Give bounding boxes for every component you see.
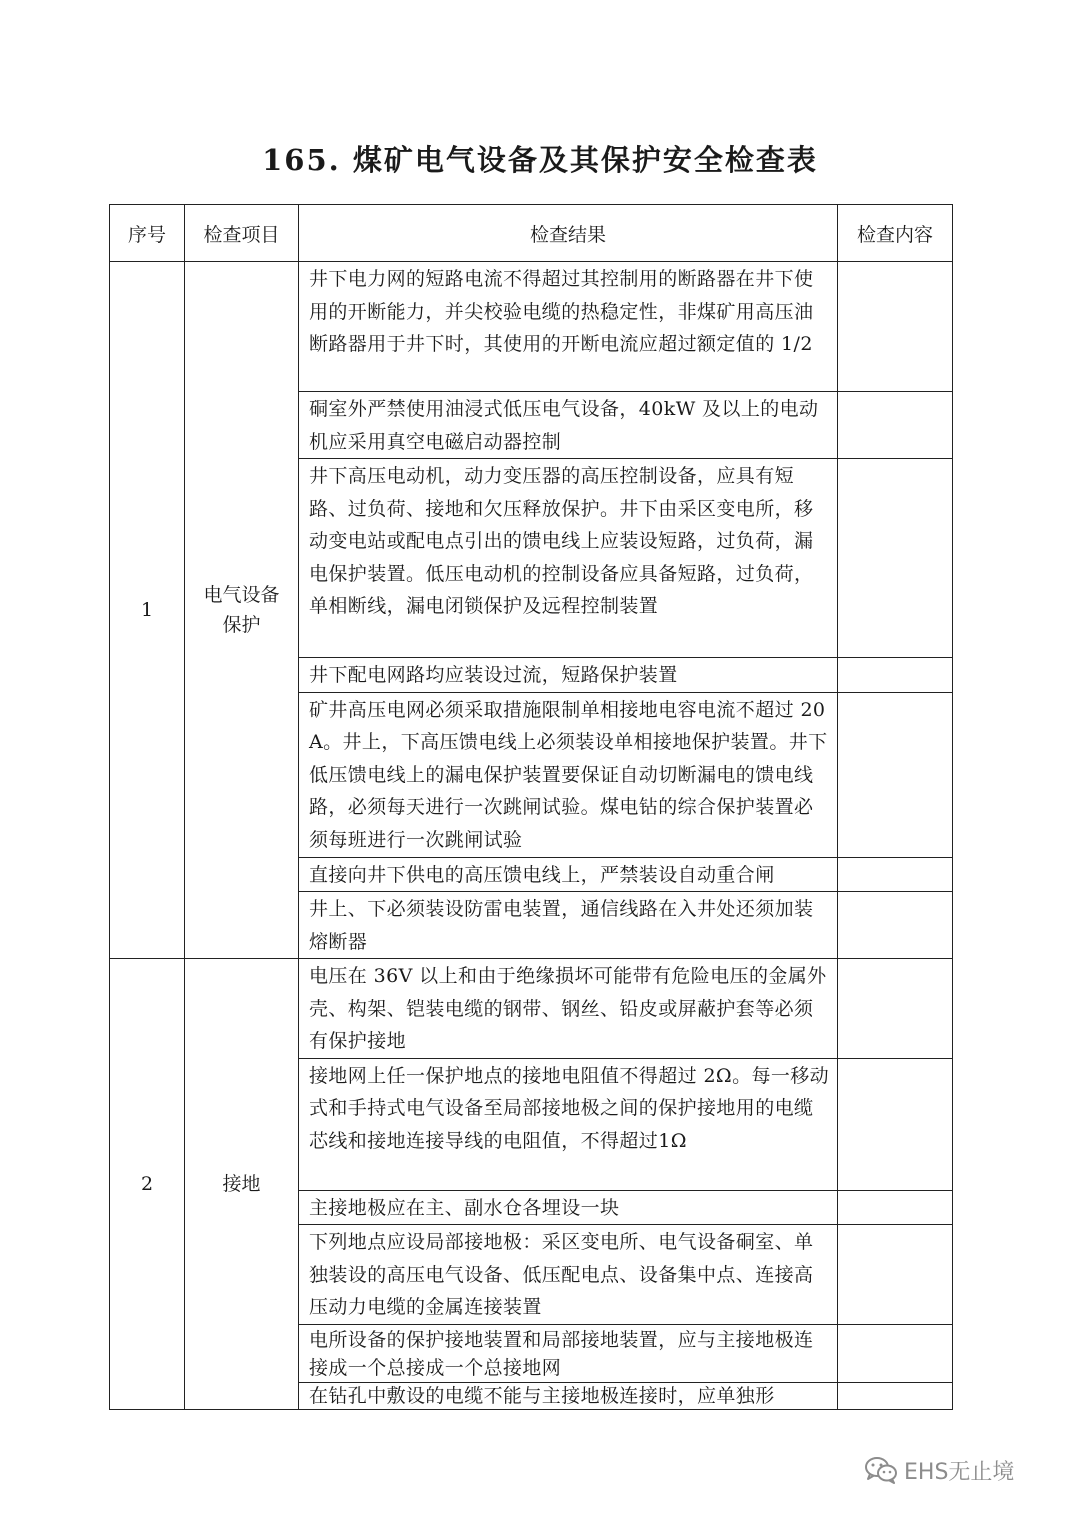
watermark	[864, 1456, 1014, 1484]
table-row	[110, 959, 953, 1059]
row-result: 井下配电网路均应装设过流，短路保护装置	[299, 658, 838, 693]
inspection-table	[109, 204, 953, 1410]
row-content	[838, 262, 953, 392]
row-content	[838, 658, 953, 693]
row-result: 电压在 36V 以上和由于绝缘损坏可能带有危险电压的金属外壳、构架、铠装电缆的钢带、钢丝、铅皮或屏蔽护套等必须有保护接地	[299, 959, 838, 1059]
row-result: 主接地极应在主、副水仓各埋设一块	[299, 1190, 838, 1225]
row-content	[838, 1058, 953, 1190]
row-content	[838, 692, 953, 857]
row-result: 矿井高压电网必须采取措施限制单相接地电容电流不超过 20A。井上，下高压馈电线上必须装设单相接地保护装置。井下低压馈电线上的漏电保护装置要保证自动切断漏电的馈电线路，必须每天进行一次跳闸试验。煤电钻的综合保护装置必须每班进行一次跳闸试验	[299, 692, 838, 857]
row-result: 井下高压电动机，动力变压器的高压控制设备，应具有短路、过负荷、接地和欠压释放保护。井下由采区变电所，移动变电站或配电点引出的馈电线上应装设短路，过负荷，漏电保护装置。低压电动机的控制设备应具备短路，过负荷，单相断线，漏电闭锁保护及远程控制装置	[299, 459, 838, 658]
row-item	[185, 959, 299, 1410]
row-content	[838, 892, 953, 959]
row-seq: 2	[110, 959, 185, 1410]
row-result: 井下电力网的短路电流不得超过其控制用的断路器在井下使用的开断能力，并尖校验电缆的热稳定性，非煤矿用高压油断路器用于井下时，其使用的开断电流应超过额定值的 1/2	[299, 262, 838, 392]
header-item: 检查项目	[185, 205, 299, 262]
table-row	[110, 262, 953, 392]
row-content	[838, 459, 953, 658]
row-result: 硐室外严禁使用油浸式低压电气设备，40kW 及以上的电动机应采用真空电磁启动器控制	[299, 392, 838, 459]
row-content	[838, 1382, 953, 1409]
row-content	[838, 1225, 953, 1325]
row-seq: 1	[110, 262, 185, 959]
row-item-label: 接地	[222, 1172, 261, 1195]
row-result: 井上、下必须装设防雷电装置，通信线路在入井处还须加装熔断器	[299, 892, 838, 959]
table-header-row	[110, 205, 953, 262]
watermark-text: EHS无止境	[904, 1459, 1015, 1485]
header-result: 检查结果	[299, 205, 838, 262]
row-result: 电所设备的保护接地装置和局部接地装置，应与主接地极连接成一个总接成一个总接地网	[299, 1324, 838, 1382]
row-content	[838, 959, 953, 1059]
page-title: 165. 煤矿电气设备及其保护安全检查表	[262, 143, 818, 177]
wechat-icon	[864, 1456, 898, 1484]
row-content	[838, 1324, 953, 1382]
row-result: 在钻孔中敷设的电缆不能与主接地极连接时，应单独形	[299, 1382, 838, 1409]
row-item-label: 电气设备保护	[203, 584, 280, 636]
row-result: 接地网上任一保护地点的接地电阻值不得超过 2Ω。每一移动式和手持式电气设备至局部接地极之间的保护接地用的电缆芯线和接地连接导线的电阻值，不得超过1Ω	[299, 1058, 838, 1190]
row-result: 直接向井下供电的高压馈电线上，严禁装设自动重合闸	[299, 857, 838, 892]
header-content: 检查内容	[838, 205, 953, 262]
row-item	[185, 262, 299, 959]
row-content	[838, 1190, 953, 1225]
row-content	[838, 857, 953, 892]
row-result: 下列地点应设局部接地极：采区变电所、电气设备硐室、单独装设的高压电气设备、低压配电点、设备集中点、连接高压动力电缆的金属连接装置	[299, 1225, 838, 1325]
row-content	[838, 392, 953, 459]
header-seq: 序号	[110, 205, 185, 262]
